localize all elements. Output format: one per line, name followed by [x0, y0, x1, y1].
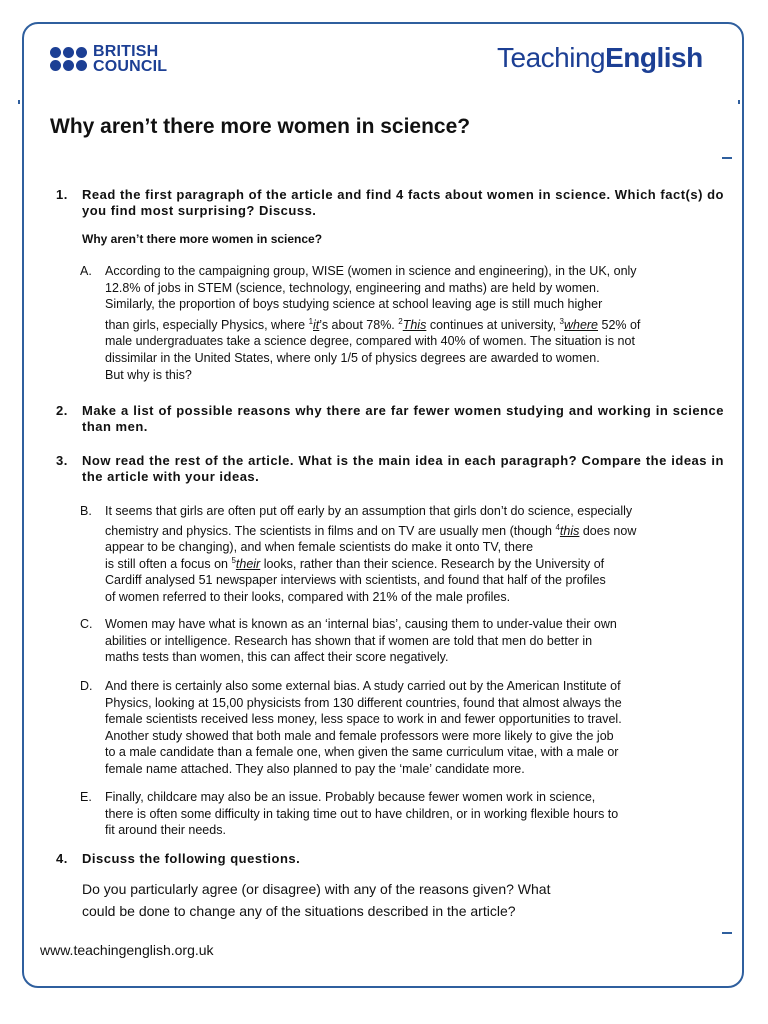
question-4: 4. Discuss the following questions. — [56, 851, 301, 866]
teaching-english-logo: TeachingEnglish — [497, 42, 703, 73]
question-3: 3. Now read the rest of the article. What is the main idea in each paragraph? Compare the ideas in the article with your ideas. — [56, 453, 724, 484]
reference-word-1: it — [313, 317, 320, 332]
reference-word-5: their — [235, 556, 261, 571]
reference-word-3: where — [563, 317, 599, 332]
british-council-logo — [50, 44, 167, 74]
reference-word-4: this — [559, 523, 580, 538]
paragraph-a: A. According to the campaigning group, WISE (women in science and engineering), in the UK, only 12.8% of jobs in STEM (science, technology, engineering and maths) are held by women. Similarly, the proportion of boys studying science at school leaving age is still much higher than girls, especially Physics, where $^1$it’s about 78%. $^2$This continues at university, $^3$where 52% of male undergraduates take a science degree, compared with 40% of women. The situation is not dissimilar in the United States, where only 1/5 of physics degrees are awarded to women. But why is this? — [80, 264, 641, 382]
discussion-questions: Do you particularly agree (or disagree) with any of the reasons given? What could be done to change any of the situations described in the article? — [82, 881, 551, 919]
question-1: 1. Read the first paragraph of the article and find 4 facts about women in science. Which fact(s) do you find most surprising? Discuss. — [56, 187, 724, 218]
paragraph-b: B. It seems that girls are often put off early by an assumption that girls don’t do science, especially chemistry and physics. The scientists in films and on TV are usually men (though $^4$this does now appear to be changing), and when female scientists do make it onto TV, there is still often a focus on $^5$their looks, rather than their science. Research by the University of Cardiff analysed 51 newspaper interviews with scientists, and found that half of the profiles of women referred to their looks, compared with 21% of the male profiles. — [80, 504, 637, 604]
british-council-wordmark: BRITISH COUNCIL — [93, 43, 168, 75]
reference-word-2: This — [402, 317, 427, 332]
question-2: 2. Make a list of possible reasons why there are far fewer women studying and working in science than men. — [56, 403, 724, 434]
margin-tick — [722, 932, 732, 934]
british-council-dots-icon — [50, 47, 87, 71]
paragraph-c: C. Women may have what is known as an ‘internal bias’, causing them to under-value their own abilities or intelligence. Research has shown that if women are told that men do better in maths tests than women, this can affect their score negatively. — [80, 617, 617, 665]
margin-tick — [722, 157, 732, 159]
page-title: Why aren’t there more women in science? — [50, 115, 471, 138]
footer-url: www.teachingenglish.org.uk — [40, 942, 214, 958]
article-subtitle: Why aren’t there more women in science? — [82, 232, 323, 246]
paragraph-e: E. Finally, childcare may also be an issue. Probably because fewer women work in science, there is often some difficulty in taking time out to have children, or in working flexible hours to fit around their needs. — [80, 790, 619, 838]
margin-tick — [738, 100, 740, 104]
paragraph-d: D. And there is certainly also some external bias. A study carried out by the American Institute of Physics, looking at 15,00 physicists from 130 different countries, found that almost always the female scientists received less money, less space to work in and fewer opportunities to travel. Another study showed that both male and female professors were more likely to give the job to a male candidate than a female one, when given the same curriculum vitae, with a male or female name attached. They also planned to pay the ‘male’ candidate more. — [80, 679, 622, 776]
margin-tick — [18, 100, 20, 104]
